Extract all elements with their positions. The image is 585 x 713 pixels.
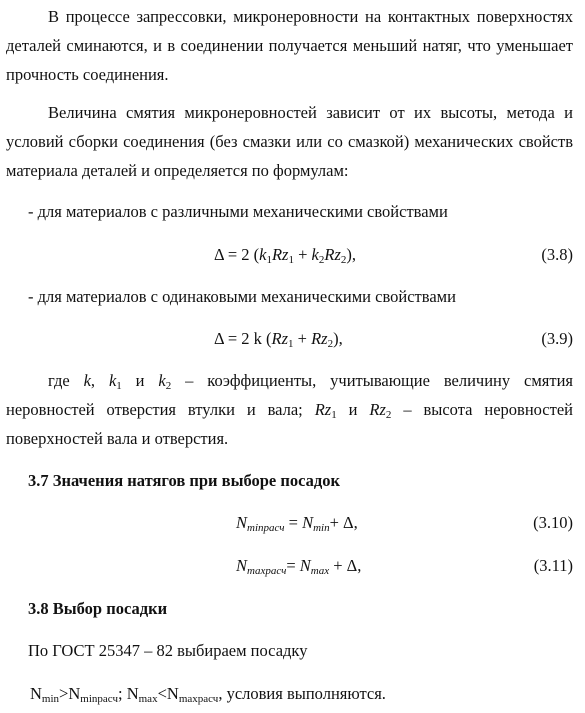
equation-number-3-11: (3.11): [533, 556, 573, 575]
equation-number-3-10: (3.10): [533, 513, 573, 532]
fit-condition: $N_{min}>N_{minрасч}$; $N_{max}<N_{maxрасч}$, условия выполняются.: [30, 684, 386, 705]
section-heading-3-8: 3.8 Выбор посадки: [28, 599, 168, 618]
paragraph-pressing: В процессе запрессовки, микронеровности на контактных поверхностях деталей сминаются, и в соединении получается меньший натяг, что уменьшает прочность соединения.: [6, 7, 573, 84]
gost-fit-selection: По ГОСТ 25347 – 82 выбираем посадку: [28, 641, 308, 660]
equation-number-3-9: (3.9): [541, 329, 573, 348]
item-same-properties: - для материалов с одинаковыми механическими свойствами: [28, 287, 456, 306]
equation-number-3-8: (3.8): [541, 245, 573, 264]
section-heading-3-7: 3.7 Значения натягов при выборе посадок: [28, 471, 341, 490]
item-different-properties: - для материалов с различными механическими свойствами: [28, 202, 448, 221]
formula-3-11: $N_{maxрасч}= N_{max} + \Delta$,: [236, 556, 362, 577]
paragraph-coefficients: где k, $k_1$ и $k_2$ – коэффициенты, учитывающие величину смятия неровностей отверстия втулки и вала; $Rz_1$ и $Rz_2$ – высота неровностей поверхностей вала и отверстия.: [6, 371, 573, 448]
paragraph-deformation: Величина смятия микронеровностей зависит от их высоты, метода и условий сборки соединения (без смазки или со смазкой) механических свойств материала деталей и определяется по формулам:: [6, 103, 573, 180]
formula-3-8: Δ = 2 $(k_1Rz_1 + k_2Rz_2)$,: [214, 245, 356, 266]
formula-3-9: Δ = 2 k $(Rz_1 + Rz_2)$,: [214, 329, 343, 350]
formula-3-10: $N_{minрасч} = N_{min}+ \Delta$,: [236, 513, 358, 534]
